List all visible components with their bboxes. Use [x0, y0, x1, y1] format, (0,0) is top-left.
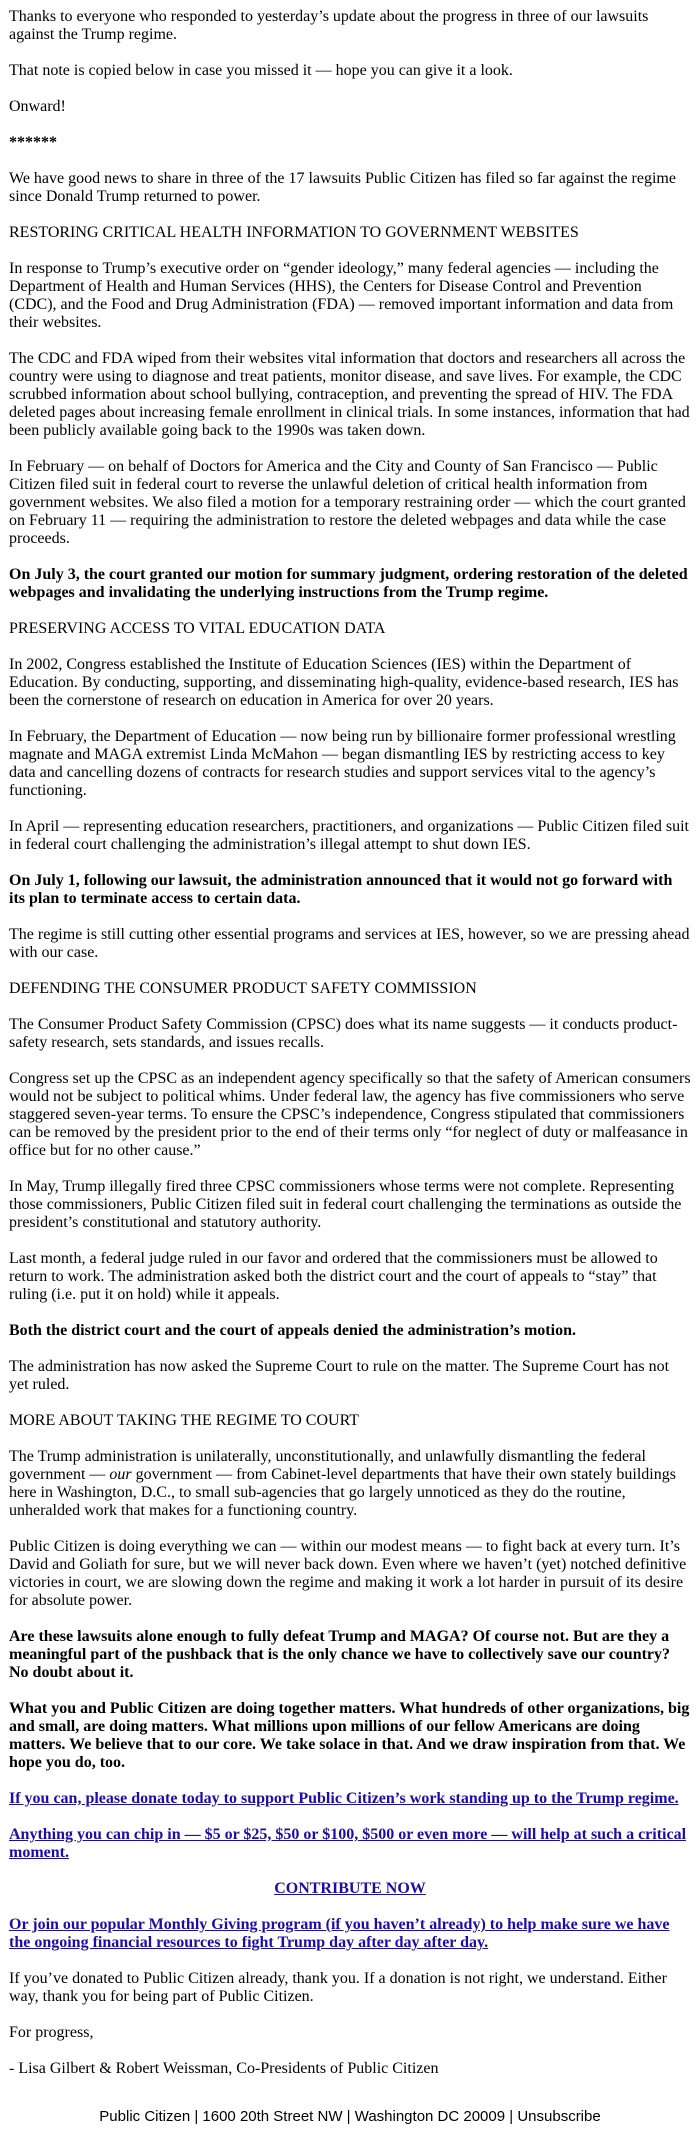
court-paragraph-1-emphasis: our — [109, 1466, 132, 1483]
cpsc-paragraph-4: Last month, a federal judge ruled in our favor and ordered that the commissioners must be allowed to return to work. The administration asked both the district court and the court of appeals to “stay” that ruling (i.e. put it on hold) while it appeals. — [9, 1250, 658, 1303]
donate-paragraph-3 — [9, 1916, 691, 1952]
intro-paragraph-1: Thanks to everyone who responded to yesterday’s update about the progress in three of our lawsuits against the Trump regime. — [9, 8, 649, 43]
education-paragraph-4: The regime is still cutting other essential programs and services at IES, however, so we are pressing ahead with our case. — [9, 926, 690, 961]
donate-paragraph-2 — [9, 1826, 691, 1862]
donate-link-1[interactable]: If you can, please donate today to support Public Citizen’s work standing up to the Trump regime. — [9, 1790, 679, 1807]
contribute-now-button[interactable]: CONTRIBUTE NOW — [274, 1880, 426, 1897]
closing-paragraph-2: For progress, — [9, 2024, 94, 2041]
intro-paragraph-2: That note is copied below in case you missed it — hope you can give it a look. — [9, 62, 513, 79]
health-paragraph-3: In February — on behalf of Doctors for America and the City and County of San Francisco — Public Citizen filed suit in federal court to reverse the unlawful deletion of critical health information from government websites. We also filed a motion for a temporary restraining order — which the court granted on February 11 — requiring the administration to restore the deleted webpages and data while the case proceeds. — [9, 458, 686, 547]
footer-city: Washington DC 20009 — [354, 2108, 506, 2125]
cpsc-paragraph-1: The Consumer Product Safety Commission (CPSC) does what its name suggests — it conducts product-safety research, sets standards, and issues recalls. — [9, 1016, 678, 1051]
court-paragraph-1 — [9, 1448, 691, 1520]
section-heading-court: MORE ABOUT TAKING THE REGIME TO COURT — [9, 1412, 360, 1429]
donate-link-2[interactable]: Anything you can chip in — $5 or $25, $50 or $100, $500 or even more — will help at such a critical moment. — [9, 1826, 687, 1861]
footer — [9, 2096, 691, 2146]
health-paragraph-2: The CDC and FDA wiped from their websites vital information that doctors and researchers all across the country were using to diagnose and treat patients, monitor disease, and save lives. For example, the CDC scrubbed information about school bullying, contraception, and preventing the spread of HIV. The FDA deleted pages about increasing female enrollment in clinical trials. In some instances, information that had been publicly available going back to the 1990s was taken down. — [9, 350, 690, 439]
footer-org: Public Citizen — [99, 2108, 191, 2125]
court-bold-paragraph-2: What you and Public Citizen are doing together matters. What hundreds of other organizations, big and small, are doing matters. What millions upon millions of our fellow Americans are doing matters. We believe that to our core. We take solace in that. And we draw inspiration from that. We hope you do, too. — [9, 1700, 690, 1771]
monthly-giving-link[interactable]: Or join our popular Monthly Giving program (if you haven’t already) to help make sure we have the ongoing financial resources to fight Trump day after day after day. — [9, 1916, 670, 1951]
education-bold-paragraph: On July 1, following our lawsuit, the administration announced that it would not go forward with its plan to terminate access to certain data. — [9, 872, 673, 907]
footer-address: 1600 20th Street NW — [202, 2108, 343, 2125]
section-heading-health: RESTORING CRITICAL HEALTH INFORMATION TO GOVERNMENT WEBSITES — [9, 224, 579, 241]
intro-paragraph-3: Onward! — [9, 98, 66, 115]
donate-paragraph-1 — [9, 1790, 691, 1808]
closing-paragraph-1: If you’ve donated to Public Citizen already, thank you. If a donation is not right, we understand. Either way, thank you for being part of Public Citizen. — [9, 1970, 667, 2005]
court-paragraph-1-start: The Trump administration is unilaterally, unconstitutionally, and unlawfully dismantling the federal government — — [9, 1448, 646, 1483]
footer-separator: | — [505, 2108, 518, 2125]
unsubscribe-link[interactable]: Unsubscribe — [517, 2108, 601, 2125]
cpsc-paragraph-3: In May, Trump illegally fired three CPSC commissioners whose terms were not complete. Representing those commissioners, Public Citizen filed suit in federal court challenging the terminations as outside the president’s constitutional and statutory authority. — [9, 1178, 682, 1231]
court-bold-paragraph-1: Are these lawsuits alone enough to fully defeat Trump and MAGA? Of course not. But are they a meaningful part of the pushback that is the only chance we have to collectively save our country? No doubt about it. — [9, 1628, 671, 1681]
lead-paragraph: We have good news to share in three of the 17 lawsuits Public Citizen has filed so far against the regime since Donald Trump returned to power. — [9, 170, 676, 205]
health-bold-paragraph: On July 3, the court granted our motion for summary judgment, ordering restoration of the deleted webpages and invalidating the underlying instructions from the Trump regime. — [9, 566, 688, 601]
education-paragraph-1: In 2002, Congress established the Institute of Education Sciences (IES) within the Department of Education. By conducting, supporting, and disseminating high-quality, evidence-based research, IES has been the cornerstone of research on education in America for over 20 years. — [9, 656, 679, 709]
health-paragraph-1: In response to Trump’s executive order on “gender ideology,” many federal agencies — including the Department of Health and Human Services (HHS), the Centers for Disease Control and Prevention (CDC), and the Food and Drug Administration (FDA) — removed important information and data from their websites. — [9, 260, 674, 331]
footer-separator: | — [342, 2108, 355, 2125]
cpsc-bold-paragraph: Both the district court and the court of appeals denied the administration’s motion. — [9, 1322, 576, 1339]
court-paragraph-1-end: government — from Cabinet-level departments that have their own stately buildings here in Washington, D.C., to small sub-agencies that go largely unnoticed as they do the routine, unheralded work that makes for a functioning country. — [9, 1466, 676, 1519]
separator-stars: ****** — [9, 134, 57, 151]
education-paragraph-3: In April — representing education researchers, practitioners, and organizations — Public Citizen filed suit in federal court challenging the administration’s illegal attempt to shut down IES. — [9, 818, 689, 853]
section-heading-cpsc: DEFENDING THE CONSUMER PRODUCT SAFETY COMMISSION — [9, 980, 477, 997]
signature: - Lisa Gilbert & Robert Weissman, Co-Presidents of Public Citizen — [9, 2060, 439, 2077]
section-heading-education: PRESERVING ACCESS TO VITAL EDUCATION DATA — [9, 620, 386, 637]
cta-paragraph — [9, 1880, 691, 1898]
footer-separator: | — [190, 2108, 203, 2125]
cpsc-paragraph-5: The administration has now asked the Supreme Court to rule on the matter. The Supreme Court has not yet ruled. — [9, 1358, 670, 1393]
cpsc-paragraph-2: Congress set up the CPSC as an independent agency specifically so that the safety of American consumers would not be subject to political whims. Under federal law, the agency has five commissioners who serve staggered seven-year terms. To ensure the CPSC’s independence, Congress stipulated that commissioners can be removed by the president prior to the end of their terms only “for neglect of duty or malfeasance in office but for no other cause.” — [9, 1070, 691, 1159]
education-paragraph-2: In February, the Department of Education — now being run by billionaire former professional wrestling magnate and MAGA extremist Linda McMahon — began dismantling IES by restricting access to key data and cancelling dozens of contracts for research studies and support services vital to the agency’s functioning. — [9, 728, 676, 799]
court-paragraph-2: Public Citizen is doing everything we can — within our modest means — to fight back at every turn. It’s David and Goliath for sure, but we will never back down. Even where we haven’t (yet) notched definitive victories in court, we are slowing down the regime and making it work a lot harder in pursuit of its desire for absolute power. — [9, 1538, 687, 1609]
